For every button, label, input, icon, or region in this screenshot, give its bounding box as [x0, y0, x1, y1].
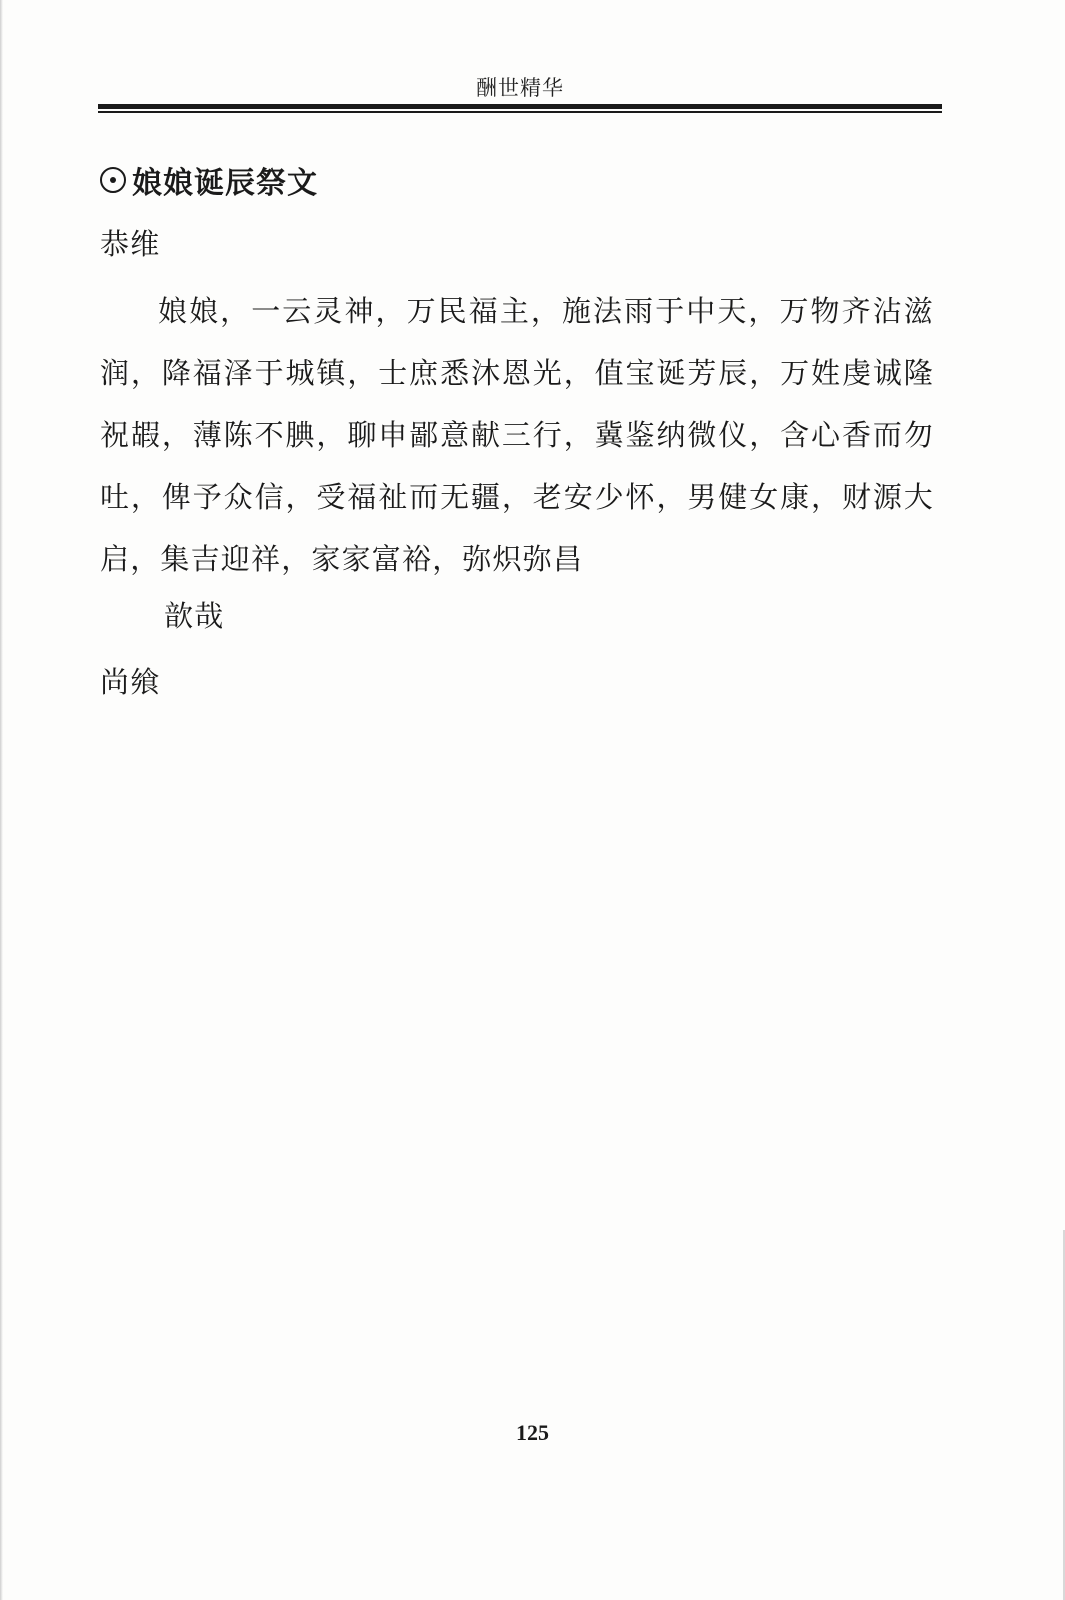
exclamation: 歆哉 — [164, 599, 225, 633]
header-rule-thick — [98, 104, 942, 109]
circled-dot-icon — [100, 167, 126, 193]
running-header: 酬世精华 — [476, 76, 564, 100]
closing: 尚飨 — [100, 665, 161, 699]
header-rule-thin — [98, 111, 942, 113]
scan-edge-left — [0, 0, 3, 1600]
article-title-text: 娘娘诞辰祭文 — [132, 166, 318, 201]
salutation: 恭维 — [100, 227, 161, 261]
article-title — [100, 158, 318, 202]
page-number: 125 — [516, 1420, 549, 1445]
body-paragraph: 娘娘，一云灵神，万民福主，施法雨于中天，万物齐沾滋润，降福泽于城镇，士庶悉沐恩光，值宝诞芳辰，万姓虔诚隆祝嘏，薄陈不腆，聊申鄙意献三行，冀鉴纳微仪，含心香而勿吐，俾予众信，受福祉而无疆，老安少怀，男健女康，财源大启，集吉迎祥，家家富裕，弥炽弥昌 — [100, 294, 934, 576]
